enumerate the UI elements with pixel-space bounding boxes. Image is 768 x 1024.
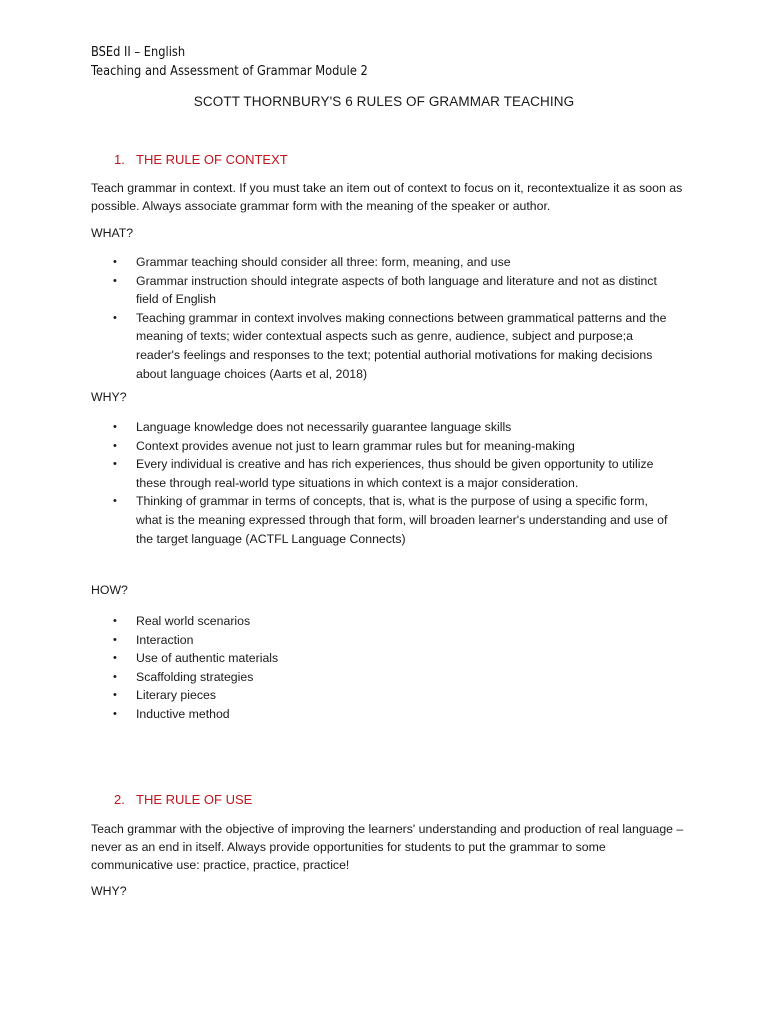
section-2-why-label: WHY? bbox=[91, 884, 127, 898]
list-item: • Literary pieces bbox=[113, 688, 216, 703]
section-1-why-label: WHY? bbox=[91, 390, 127, 404]
list-item: • Inductive method bbox=[113, 706, 230, 721]
list-item: • Grammar instruction should integrate aspects of both language and literature and not as distinct field of English bbox=[113, 273, 657, 307]
section-1-how-list bbox=[0, 612, 768, 724]
list-item: • Teaching grammar in context involves making connections between grammatical patterns and the meaning of texts; wider contextual aspects such as genre, audience, subject and purpose;a reader's feelings and responses to the text; potential authorial motivations for making decisions about language choices (Aarts et al, 2018) bbox=[113, 310, 667, 381]
section-1-title: THE RULE OF CONTEXT bbox=[136, 152, 288, 167]
course-line: BSEd II – English bbox=[91, 45, 186, 60]
section-2-intro: Teach grammar with the objective of improving the learners' understanding and production of real language – never as an end in itself. Always provide opportunities for students to put the grammar to some communicative use: practice, practice, practice! bbox=[91, 822, 684, 872]
section-1-heading bbox=[114, 152, 288, 167]
section-2-title: THE RULE OF USE bbox=[136, 792, 253, 807]
list-item: • Use of authentic materials bbox=[113, 651, 279, 666]
list-item: • Scaffolding strategies bbox=[113, 669, 254, 684]
section-2-number: 2. bbox=[114, 792, 125, 807]
section-1-how-label: HOW? bbox=[91, 583, 128, 597]
section-1-what-label: WHAT? bbox=[91, 226, 134, 240]
page-title: SCOTT THORNBURY'S 6 RULES OF GRAMMAR TEACHING bbox=[193, 94, 575, 109]
section-1-why-list bbox=[0, 418, 768, 548]
section-1-intro: Teach grammar in context. If you must take an item out of context to focus on it, recontextualize it as soon as possible. Always associate grammar form with the meaning of the speaker or author. bbox=[91, 181, 683, 213]
list-item: • Language knowledge does not necessarily guarantee language skills bbox=[113, 420, 512, 434]
section-1-number: 1. bbox=[114, 152, 125, 167]
list-item: • Real world scenarios bbox=[113, 614, 251, 628]
list-item: • Every individual is creative and has rich experiences, thus should be given opportunity to utilize these through real-world type situations in which context is a major consideration. bbox=[113, 457, 654, 490]
list-item: • Thinking of grammar in terms of concepts, that is, what is the purpose of using a specific form, what is the meaning expressed through that form, will broaden learner's understanding and use of the target language (ACTFL Language Connects) bbox=[113, 494, 668, 546]
module-line: Teaching and Assessment of Grammar Module 2 bbox=[91, 64, 368, 79]
list-item: • Grammar teaching should consider all three: form, meaning, and use bbox=[113, 255, 511, 269]
list-item: • Context provides avenue not just to learn grammar rules but for meaning-making bbox=[113, 438, 575, 453]
list-item: • Interaction bbox=[113, 632, 194, 647]
section-1-what-list bbox=[0, 253, 768, 383]
section-2-heading bbox=[114, 792, 252, 807]
